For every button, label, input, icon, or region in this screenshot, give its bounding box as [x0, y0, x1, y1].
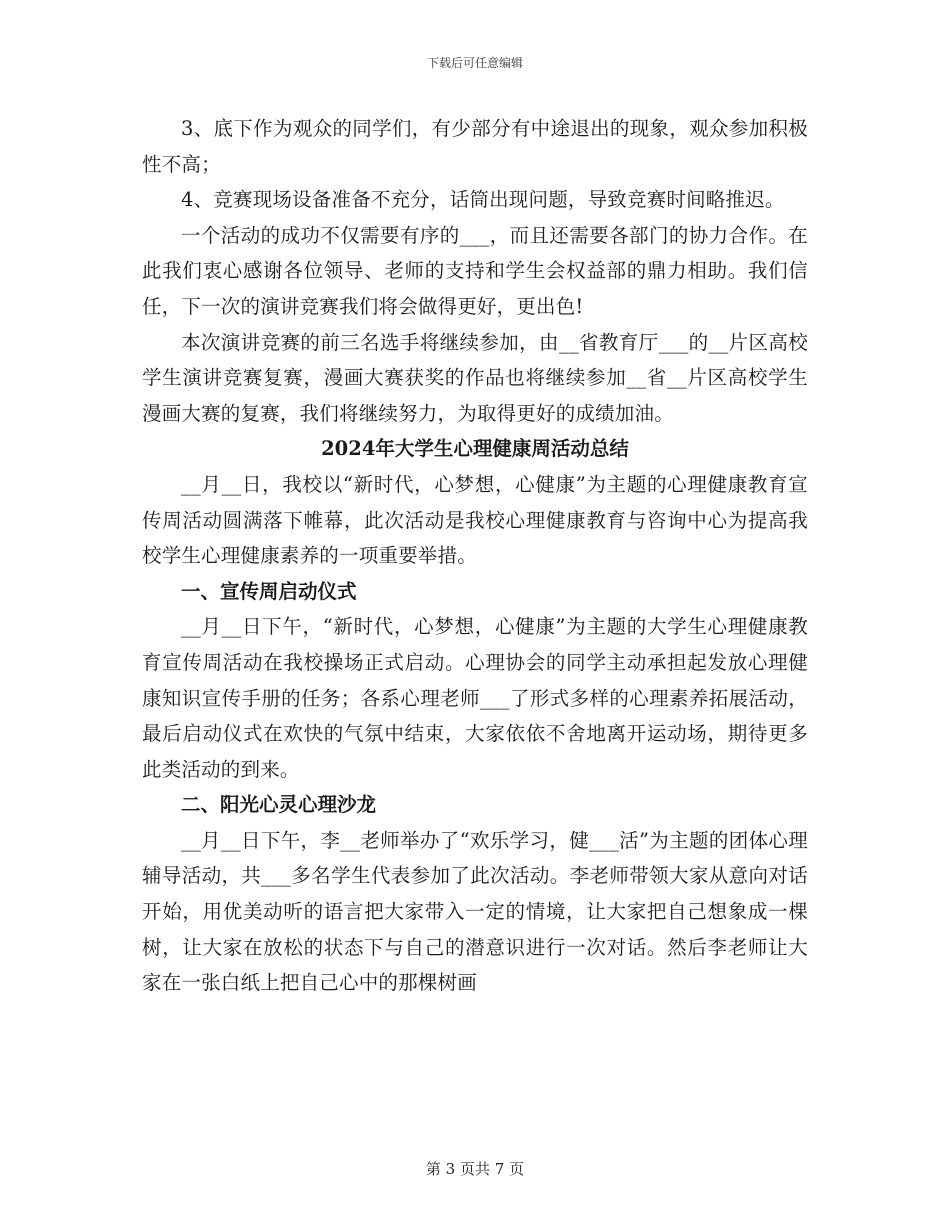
intro-paragraph: __月__日，我校以“新时代，心梦想，心健康”为主题的心理健康教育宣传周活动圆满落下帷幕，此次活动是我校心理健康教育与咨询中心为提高我校学生心理健康素养的一项重要举措。 [142, 472, 808, 568]
section-body-1: __月__日下午，“新时代，心梦想，心健康”为主题的大学生心理健康教育宣传周活动在我校操场正式启动。心理协会的同学主动承担起发放心理健康知识宣传手册的任务；各系心理老师___了形式多样的心理素养拓展活动，最后启动仪式在欢快的气氛中结束，大家依依不舍地离开运动场，期待更多此类活动的到来。 [142, 615, 808, 781]
paragraph-1: 3、底下作为观众的同学们，有少部分有中途退出的现象，观众参加积极性不高； [142, 117, 808, 176]
paragraph-2: 4、竞赛现场设备准备不充分，话筒出现问题，导致竞赛时间略推迟。 [181, 188, 785, 212]
page-footer: 第 3 页共 7 页 [425, 1160, 525, 1178]
paragraph-4: 本次演讲竞赛的前三名选手将继续参加，由__省教育厅___的__片区高校学生演讲竞赛复赛，漫画大赛获奖的作品也将继续参加__省__片区高校学生漫画大赛的复赛，我们将继续努力，为取得更好的成绩加油。 [142, 330, 808, 425]
section-title: 2024年大学生心理健康周活动总结 [321, 437, 629, 461]
section-heading-1: 一、宣传周启动仪式 [181, 579, 357, 603]
document-body [142, 111, 808, 1001]
section-heading-2: 二、阳光心灵心理沙龙 [181, 793, 377, 817]
page-header: 下载后可任意编辑 [426, 56, 523, 70]
paragraph-3: 一个活动的成功不仅需要有序的___，而且还需要各部门的协力合作。在此我们衷心感谢各位领导、老师的支持和学生会权益部的鼎力相助。我们信任，下一次的演讲竞赛我们将会做得更好，更出色! [142, 223, 808, 318]
section-body-2: __月__日下午，李__老师举办了“欢乐学习，健___活”为主题的团体心理辅导活动，共___多名学生代表参加了此次活动。李老师带领大家从意向对话开始，用优美动听的语言把大家带入一定的情境，让大家把自己想象成一棵树，让大家在放松的状态下与自己的潜意识进行一次对话。然后李老师让大家在一张白纸上把自己心中的那棵树画 [142, 828, 808, 995]
